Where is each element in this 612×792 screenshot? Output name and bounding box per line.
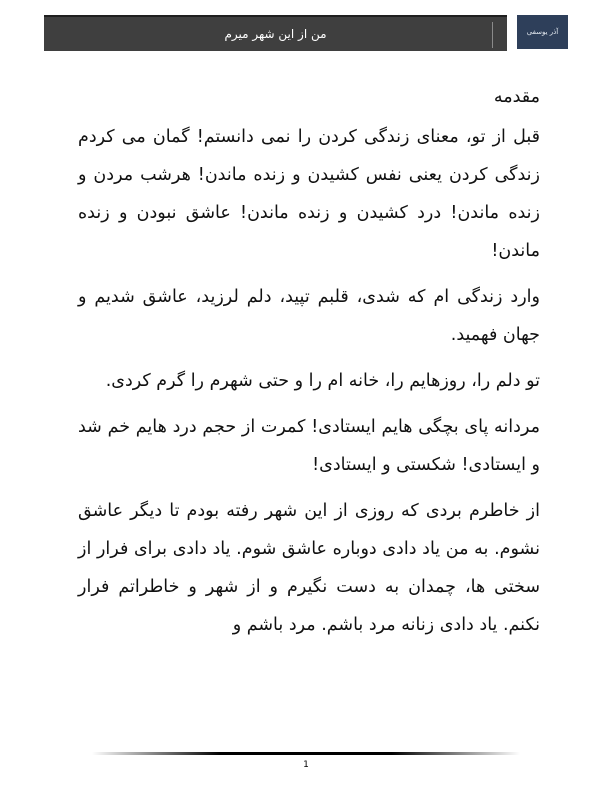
paragraph-2: وارد زندگی ام که شدی، قلبم تپید، دلم لرزید، عاشق شدیم و جهان فهمید.: [78, 287, 540, 345]
section-heading: مقدمه: [493, 87, 540, 107]
header-bar: [44, 15, 507, 51]
paragraph-4: مردانه پای بچگی هایم ایستادی! کمرت از حجم درد هایم خم شد و ایستادی! شکستی و ایستادی!: [78, 417, 540, 475]
paragraph-5: از خاطرم بردی که روزی از این شهر رفته بودم تا دیگر عاشق نشوم. به من یاد دادی دوباره عاشق شوم. یاد دادی برای فرار از سختی ها، چمدان به دست نگیرم و از شهر و خاطراتم فرار نکنم. یاد دادی زنانه مرد باشم. مرد باشم و: [78, 501, 540, 635]
book-title: من از این شهر میرم: [224, 27, 327, 41]
footer-divider: [92, 752, 520, 755]
paragraph-3: تو دلم را، روزهایم را، خانه ام را و حتی شهرم را گرم کردی.: [105, 371, 540, 391]
author-name: آذر یوسفی: [517, 15, 568, 49]
paragraph-1: قبل از تو، معنای زندگی کردن را نمی دانستم! گمان می کردم زندگی کردن یعنی نفس کشیدن و زنده ماندن! هرشب مردن و زنده ماندن! درد کشیدن و زنده ماندن! عاشق نبودن و زنده ماندن!: [78, 127, 540, 261]
page-number: 1: [303, 760, 309, 770]
page-body: [78, 78, 540, 652]
